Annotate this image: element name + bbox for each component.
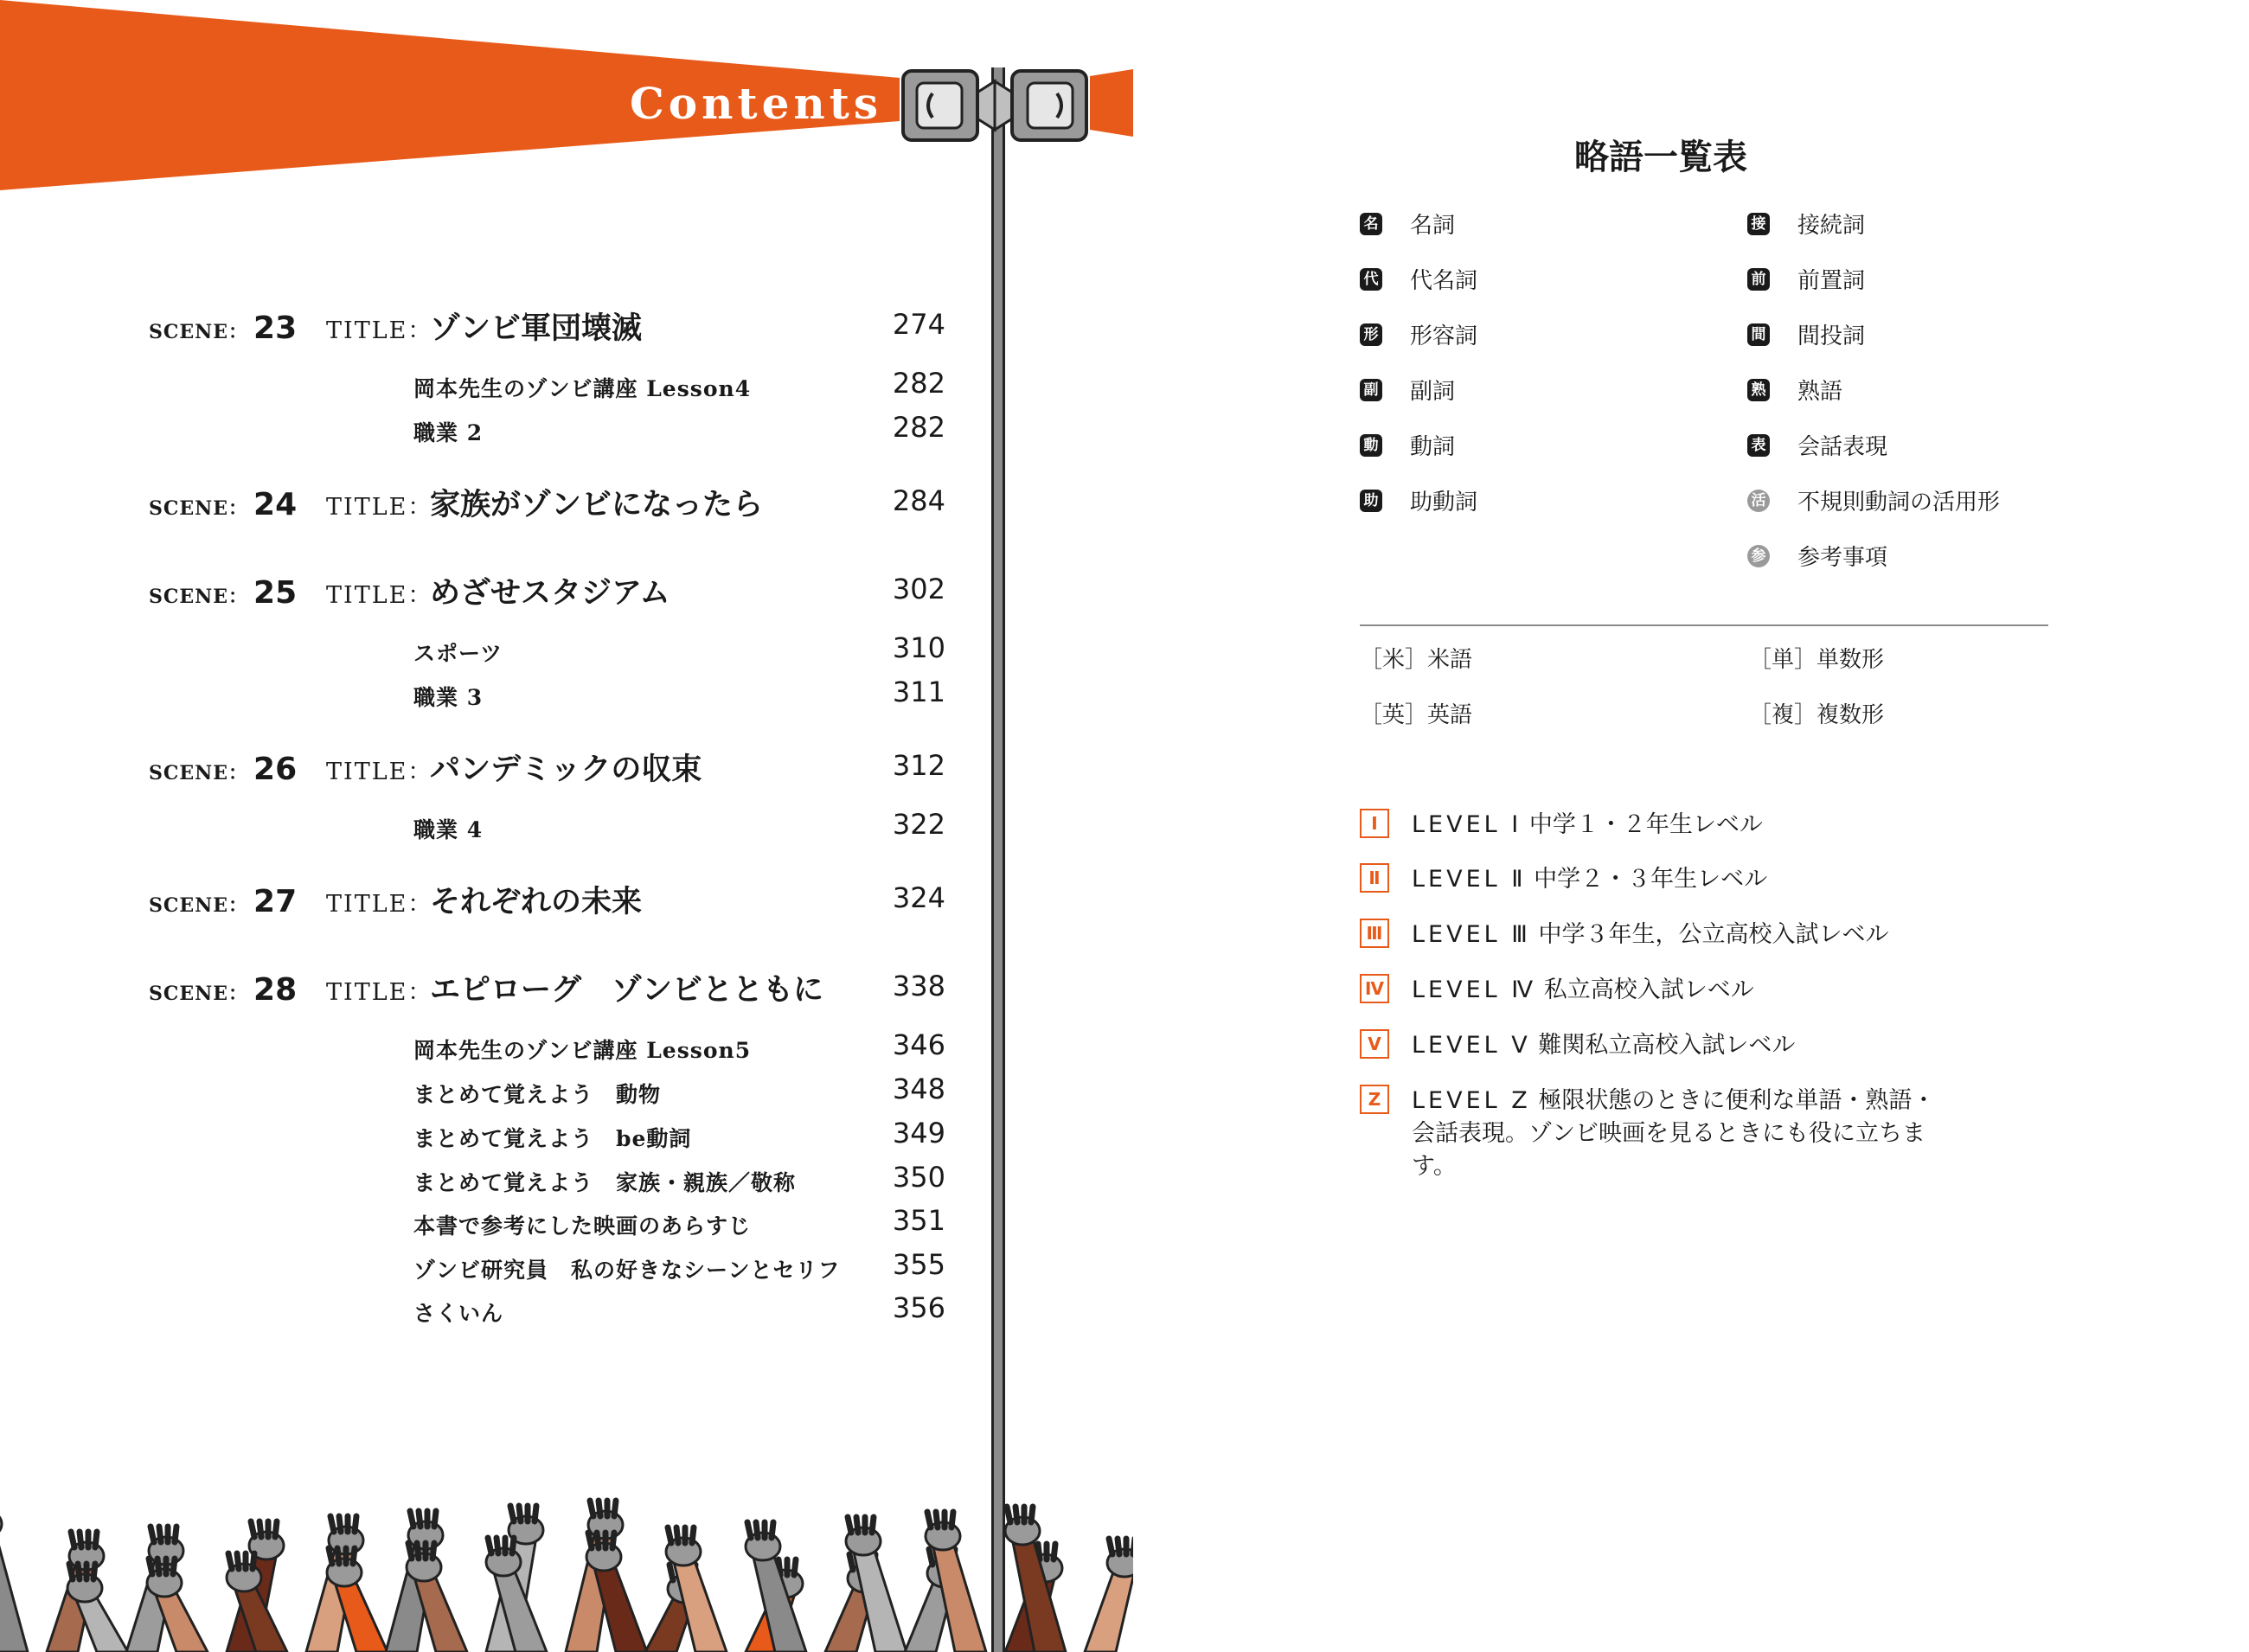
abbreviation-label: 動詞: [1410, 434, 1456, 460]
scene-row: [149, 746, 702, 789]
zombie-finger: [329, 1548, 332, 1564]
scene-number: 24: [253, 487, 298, 522]
zombie-finger: [434, 1511, 436, 1527]
zombie-finger: [80, 1532, 81, 1547]
zombie-finger: [1054, 1544, 1055, 1559]
abbreviation-label: 不規則動詞の活用形: [1797, 490, 2001, 515]
scene-number: 27: [253, 884, 298, 919]
level-item: [1360, 1085, 1948, 1183]
toc-subentry: まとめて覚えよう 動物: [413, 1082, 662, 1107]
title-label: TITLE：: [326, 979, 433, 1006]
zombie-finger: [175, 1527, 176, 1542]
zombie-finger: [95, 1532, 97, 1547]
zombie-finger: [510, 1506, 514, 1521]
scene-number: 23: [253, 311, 298, 346]
toc-subentry: 職業 4: [413, 817, 484, 842]
toc-subentry: 職業 3: [413, 685, 484, 710]
level-name: LEVEL Ⅱ: [1412, 866, 1527, 893]
zombie-hand: [0, 1510, 2, 1538]
zombie-arm: [1085, 1570, 1133, 1652]
scene-label: SCENE：: [149, 894, 249, 917]
title-label: TITLE：: [326, 582, 433, 609]
zombie-finger: [1109, 1539, 1112, 1554]
page-number: 348: [892, 1073, 945, 1105]
zombie-finger: [670, 1565, 673, 1580]
abbreviation-item: [1360, 429, 1455, 461]
page-number: 274: [892, 308, 945, 341]
zombie-finger: [535, 1506, 536, 1521]
title-label: TITLE：: [326, 317, 433, 344]
abbreviation-item: [1747, 429, 1887, 461]
toc-subentry: 岡本先生のゾンビ講座 Lesson4: [413, 376, 752, 401]
part-of-speech-icon: 動: [1360, 434, 1382, 457]
level-badge-icon: Z: [1360, 1085, 1389, 1114]
abbreviation-item: [1747, 374, 1842, 406]
level-description: 中学３年生，公立高校入試レベル: [1538, 921, 1889, 948]
level-text: [1412, 919, 1948, 951]
toc-subentry: ゾンビ研究員 私の好きなシーンとセリフ: [413, 1258, 841, 1283]
abbreviation-item: [1747, 318, 1865, 350]
zombie-finger: [253, 1553, 254, 1569]
scene-row: [149, 966, 823, 1009]
level-description: 中学１・２年生レベル: [1528, 811, 1763, 838]
loudspeaker-icon: [891, 62, 1099, 149]
zombie-finger: [260, 1521, 261, 1537]
level-item: [1360, 919, 1948, 951]
level-item: [1360, 1029, 1948, 1062]
toc-subentry: スポーツ: [413, 641, 503, 666]
contents-title: Contents: [630, 78, 883, 129]
level-badge-icon: Ⅰ: [1360, 809, 1389, 838]
zombie-finger: [772, 1522, 773, 1538]
zombie-finger: [339, 1516, 341, 1532]
zombie-finger: [69, 1564, 73, 1579]
zombie-finger: [497, 1538, 498, 1553]
zombie-finger: [936, 1512, 938, 1527]
abbreviation-item: [1360, 484, 1477, 516]
level-text: [1412, 1085, 1948, 1183]
toc-subentry: 職業 2: [413, 420, 484, 445]
zombie-finger: [1007, 1507, 1010, 1522]
scene-label: SCENE：: [149, 321, 249, 343]
toc-subentry: 本書で参考にした映画のあらすじ: [413, 1213, 752, 1239]
level-name: LEVEL Z: [1412, 1087, 1531, 1114]
abbreviation-item: [1747, 540, 1887, 572]
title-label: TITLE：: [326, 494, 433, 521]
language-notation: ［複］複数形: [1749, 702, 1885, 728]
level-text: [1412, 809, 1948, 842]
abbreviation-label: 代名詞: [1410, 268, 1478, 294]
page-number: 312: [892, 749, 945, 782]
zombie-finger: [952, 1512, 953, 1527]
scene-row: [149, 481, 763, 524]
zombie-finger: [849, 1554, 853, 1570]
level-badge-icon: Ⅳ: [1360, 974, 1389, 1003]
language-notation: ［英］英語: [1360, 702, 1473, 728]
level-description: 中学２・３年生レベル: [1534, 866, 1768, 893]
language-notation: ［米］米語: [1360, 647, 1473, 673]
page-number: 310: [892, 631, 945, 664]
zombie-finger: [488, 1538, 491, 1553]
page-number: 355: [892, 1248, 945, 1281]
scene-label: SCENE：: [149, 586, 249, 608]
zombie-finger: [668, 1527, 671, 1543]
level-badge-icon: Ⅲ: [1360, 919, 1389, 948]
zombie-finger: [590, 1501, 593, 1516]
level-badge-icon: Ⅴ: [1360, 1029, 1389, 1059]
part-of-speech-icon: 形: [1360, 323, 1382, 346]
abbreviation-item: [1360, 318, 1477, 350]
part-of-speech-icon: 熟: [1747, 379, 1770, 401]
zombie-finger: [756, 1522, 758, 1538]
zombie-finger: [157, 1559, 159, 1574]
level-name: LEVEL Ⅲ: [1412, 921, 1531, 948]
part-of-speech-icon: 表: [1747, 434, 1770, 457]
zombie-finger: [355, 1516, 356, 1532]
page-number: 322: [892, 808, 945, 841]
page-number: 356: [892, 1291, 945, 1324]
page-number: 338: [892, 970, 945, 1002]
zombie-crowd-illustration: [0, 1488, 1133, 1652]
part-of-speech-icon: 副: [1360, 379, 1382, 401]
abbreviation-item: [1747, 208, 1865, 240]
zombie-finger: [1016, 1507, 1017, 1522]
scene-row: [149, 878, 642, 921]
page-number: 350: [892, 1161, 945, 1194]
zombie-finger: [353, 1548, 355, 1564]
divider: [1360, 624, 2048, 626]
level-name: LEVEL Ⅳ: [1412, 976, 1537, 1003]
part-of-speech-icon: 参: [1747, 545, 1770, 567]
scene-number: 26: [253, 752, 298, 787]
abbreviation-label: 助動詞: [1410, 490, 1478, 515]
abbreviation-label: 間投詞: [1797, 323, 1866, 349]
zombie-finger: [228, 1553, 232, 1569]
speaker-pole: [991, 67, 1005, 1652]
part-of-speech-icon: 接: [1747, 213, 1770, 235]
abbreviation-item: [1360, 374, 1455, 406]
part-of-speech-icon: 前: [1747, 268, 1770, 291]
zombie-finger: [410, 1511, 413, 1527]
zombie-arm: [0, 1531, 28, 1652]
page-number: 351: [892, 1204, 945, 1237]
zombie-finger: [794, 1559, 796, 1575]
page-number: 302: [892, 573, 945, 605]
level-text: [1412, 863, 1948, 896]
part-of-speech-icon: 助: [1360, 490, 1382, 512]
zombie-finger: [337, 1548, 339, 1564]
level-description: 難関私立高校入試レベル: [1538, 1032, 1796, 1059]
scene-title: パンデミックの収束: [430, 752, 702, 787]
scene-row: [149, 304, 642, 348]
level-description: 極限状態のときに便利な単語・熟語・会話表現。ゾンビ映画を見るときにも役に立ちます。: [1412, 1087, 1936, 1180]
scene-number: 25: [253, 575, 298, 611]
zombie-finger: [93, 1564, 95, 1579]
zombie-finger: [159, 1527, 161, 1542]
level-item: [1360, 809, 1948, 842]
zombie-finger: [408, 1543, 412, 1559]
scene-title: それぞれの未来: [430, 884, 643, 919]
page-number: 349: [892, 1117, 945, 1149]
zombie-finger: [872, 1517, 874, 1533]
abbreviation-item: [1747, 263, 1865, 295]
level-text: [1412, 1029, 1948, 1062]
abbreviation-label: 接続詞: [1797, 213, 1866, 239]
zombie-finger: [512, 1538, 514, 1553]
zombie-finger: [251, 1521, 254, 1537]
title-label: TITLE：: [326, 891, 433, 918]
page-number: 324: [892, 881, 945, 914]
zombie-finger: [519, 1506, 521, 1521]
zombie-finger: [432, 1543, 434, 1559]
abbreviation-label: 会話表現: [1797, 434, 1888, 460]
zombie-finger: [614, 1501, 616, 1516]
abbreviation-table-title: 略語一覧表: [1574, 138, 1747, 177]
zombie-finger: [1031, 1507, 1033, 1522]
zombie-finger: [173, 1559, 175, 1574]
level-text: [1412, 974, 1948, 1007]
zombie-finger: [78, 1564, 80, 1579]
zombie-finger: [856, 1517, 858, 1533]
zombie-finger: [149, 1559, 152, 1574]
scene-label: SCENE：: [149, 983, 249, 1005]
level-item: [1360, 863, 1948, 896]
toc-subentry: まとめて覚えよう be動詞: [413, 1126, 692, 1151]
zombie-finger: [151, 1527, 154, 1542]
zombie-finger: [1118, 1539, 1119, 1554]
zombie-finger: [597, 1533, 599, 1548]
page-number: 282: [892, 367, 945, 400]
level-badge-icon: Ⅱ: [1360, 863, 1389, 893]
zombie-finger: [588, 1533, 592, 1548]
level-name: LEVEL Ⅴ: [1412, 1032, 1531, 1059]
zombie-finger: [848, 1517, 851, 1533]
zombie-finger: [599, 1501, 600, 1516]
toc-subentry: まとめて覚えよう 家族・親族／敬称: [413, 1170, 797, 1195]
zombie-finger: [927, 1512, 931, 1527]
scene-label: SCENE：: [149, 497, 249, 520]
zombie-finger: [275, 1521, 277, 1537]
part-of-speech-icon: 代: [1360, 268, 1382, 291]
zombie-finger: [237, 1553, 239, 1569]
page-number: 284: [892, 484, 945, 517]
scene-title: エピローグ ゾンビとともに: [430, 972, 824, 1008]
abbreviation-label: 副詞: [1410, 379, 1456, 405]
zombie-finger: [747, 1522, 751, 1538]
abbreviation-item: [1360, 208, 1455, 240]
scene-label: SCENE：: [149, 762, 249, 784]
abbreviation-label: 前置詞: [1797, 268, 1866, 294]
abbreviation-item: [1747, 484, 2000, 516]
level-name: LEVEL Ⅰ: [1412, 811, 1522, 838]
scene-title: ゾンビ軍団壊滅: [430, 311, 643, 346]
abbreviation-item: [1360, 263, 1477, 295]
zombie-finger: [330, 1516, 334, 1532]
zombie-finger: [612, 1533, 614, 1548]
page-number: 311: [892, 676, 945, 708]
part-of-speech-icon: 間: [1747, 323, 1770, 346]
zombie-finger: [676, 1527, 678, 1543]
zombie-finger: [929, 1549, 932, 1565]
zombie-finger: [692, 1527, 694, 1543]
page-number: 346: [892, 1028, 945, 1061]
zombie-finger: [417, 1543, 419, 1559]
scene-title: 家族がゾンビになったら: [430, 487, 764, 522]
level-description: 私立高校入試レベル: [1543, 976, 1754, 1003]
scene-row: [149, 569, 670, 612]
part-of-speech-icon: 名: [1360, 213, 1382, 235]
scene-title: めざせスタジアム: [430, 575, 670, 611]
page-number: 282: [892, 411, 945, 444]
language-notation: ［単］単数形: [1749, 647, 1885, 673]
toc-subentry: さくいん: [413, 1301, 504, 1326]
abbreviation-label: 名詞: [1410, 213, 1456, 239]
zombie-finger: [419, 1511, 420, 1527]
scene-number: 28: [253, 972, 298, 1008]
toc-subentry: 岡本先生のゾンビ講座 Lesson5: [413, 1038, 752, 1063]
abbreviation-label: 熟語: [1797, 379, 1843, 405]
abbreviation-label: 参考事項: [1797, 545, 1888, 571]
part-of-speech-icon: 活: [1747, 490, 1770, 512]
level-item: [1360, 974, 1948, 1007]
zombie-finger: [71, 1532, 74, 1547]
title-label: TITLE：: [326, 759, 433, 785]
abbreviation-label: 形容詞: [1410, 323, 1478, 349]
